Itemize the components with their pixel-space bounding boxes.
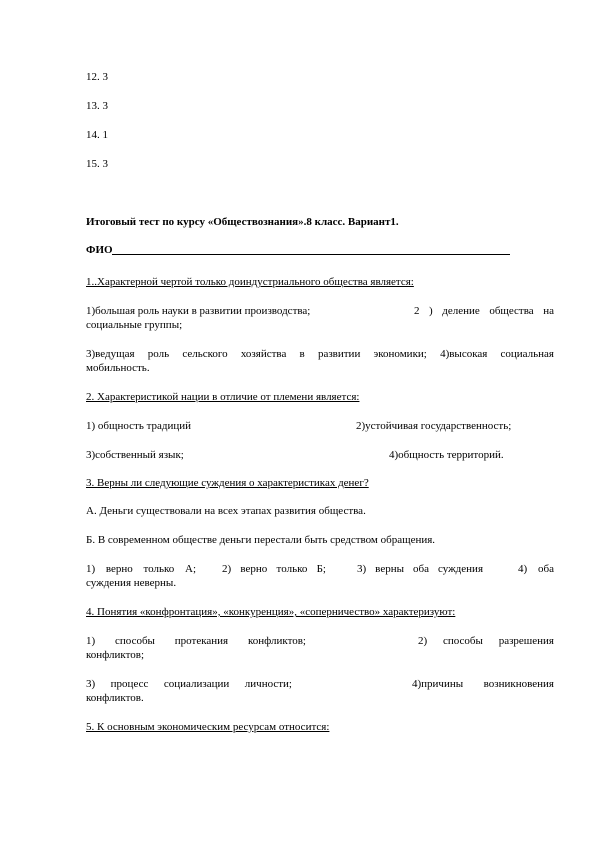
q2-option-4: 4)общность территорий. xyxy=(389,449,504,461)
answer-13: 13. 3 xyxy=(86,100,108,112)
question-3: 3. Верны ли следующие суждения о характеристиках денег? xyxy=(86,477,369,489)
question-5: 5. К основным экономическим ресурсам относится: xyxy=(86,721,330,733)
q2-option-2: 2)устойчивая государственность; xyxy=(356,420,512,432)
q1-option-2-cont: социальные группы; xyxy=(86,319,183,331)
q4-option-4-cont: конфликтов. xyxy=(86,692,144,704)
question-1: 1..Характерной чертой только доиндустриального общества является: xyxy=(86,276,414,288)
answer-14: 14. 1 xyxy=(86,129,108,141)
q3-option-3: 3) верны оба суждения xyxy=(357,563,483,575)
q1-option-4-cont: мобильность. xyxy=(86,362,150,374)
q1-option-1: 1)большая роль науки в развитии производства; xyxy=(86,305,311,317)
q1-option-2: 2 ) деление общества на xyxy=(414,305,554,317)
answer-12: 12. 3 xyxy=(86,71,108,83)
q4-option-2-cont: конфликтов; xyxy=(86,649,145,661)
question-4: 4. Понятия «конфронтация», «конкуренция», «соперничество» характеризуют: xyxy=(86,606,456,618)
q1-options-3-4: 3)ведущая роль сельского хозяйства в развитии экономики; 4)высокая социальная xyxy=(86,348,554,360)
question-2: 2. Характеристикой нации в отличие от племени является: xyxy=(86,391,360,403)
q3-option-2: 2) верно только Б; xyxy=(222,563,326,575)
fio-label: ФИО xyxy=(86,244,113,256)
fio-underline xyxy=(112,254,510,255)
q3-option-4-cont: суждения неверны. xyxy=(86,577,177,589)
q2-option-3: 3)собственный язык; xyxy=(86,449,184,461)
test-title: Итоговый тест по курсу «Обществознания».8 класс. Вариант1. xyxy=(86,216,399,228)
q2-option-1: 1) общность традиций xyxy=(86,420,192,432)
q3-statement-b: Б. В современном обществе деньги перестали быть средством обращения. xyxy=(86,534,436,546)
q4-option-2: 2) способы разрешения xyxy=(418,635,554,647)
answer-15: 15. 3 xyxy=(86,158,108,170)
q3-option-1: 1) верно только А; xyxy=(86,563,196,575)
q3-statement-a: А. Деньги существовали на всех этапах развития общества. xyxy=(86,505,366,517)
q3-option-4: 4) оба xyxy=(518,563,554,575)
q4-option-3: 3) процесс социализации личности; xyxy=(86,678,292,690)
q4-option-1: 1) способы протекания конфликтов; xyxy=(86,635,306,647)
q4-option-4: 4)причины возникновения xyxy=(412,678,554,690)
